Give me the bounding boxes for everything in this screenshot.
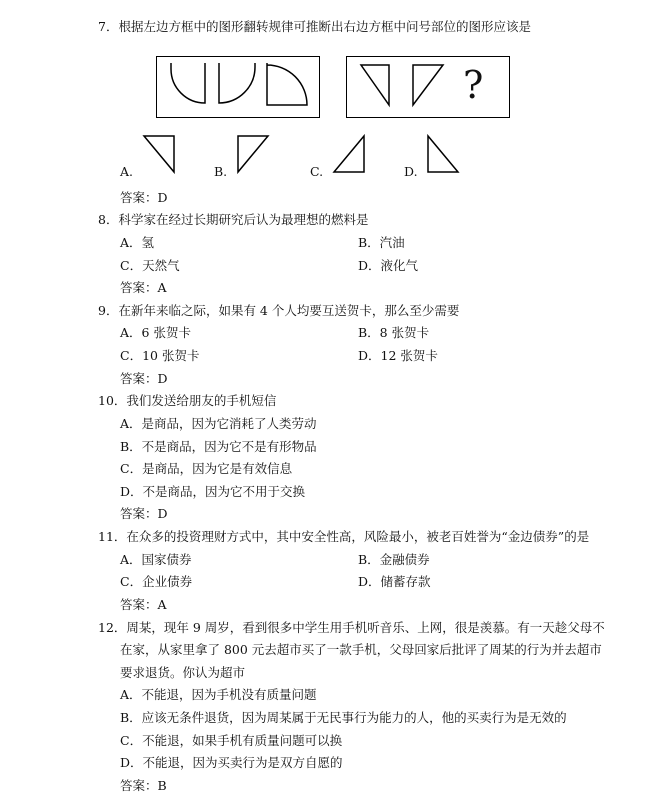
q10-option-d: D．不是商品，因为它不用于交换 bbox=[120, 484, 306, 499]
triangle-figure-2 bbox=[413, 65, 443, 105]
q7-option-a-figure bbox=[140, 132, 180, 176]
q11-option-d: D．储蓄存款 bbox=[358, 574, 431, 589]
q12-answer: 答案：B bbox=[120, 778, 167, 793]
q8-stem: 8．科学家在经过长期研究后认为最理想的燃料是 bbox=[98, 212, 369, 227]
q8-option-c: C．天然气 bbox=[120, 258, 180, 273]
q9-option-b: B．8 张贺卡 bbox=[358, 325, 430, 340]
q12-stem-line-1: 12．周某，现年 9 周岁，看到很多中学生用手机听音乐、上网，很是羡慕。有一天趁父母不 bbox=[98, 620, 605, 635]
q10-answer: 答案：D bbox=[120, 506, 168, 521]
q12-option-a: A．不能退，因为手机没有质量问题 bbox=[120, 687, 317, 702]
q9-answer: 答案：D bbox=[120, 371, 168, 386]
q7-option-c-figure bbox=[330, 132, 370, 176]
q12-option-b: B．应该无条件退货，因为周某属于无民事行为能力的人，他的买卖行为是无效的 bbox=[120, 710, 567, 725]
q12-option-c: C．不能退，如果手机有质量问题可以换 bbox=[120, 733, 343, 748]
q7-option-d-label: D. bbox=[404, 164, 418, 179]
q12-stem-line-2: 在家，从家里拿了 800 元去超市买了一款手机，父母回家后批评了周某的行为并去超市 bbox=[120, 642, 602, 657]
q7-answer: 答案：D bbox=[120, 190, 168, 205]
q10-option-b: B．不是商品，因为它不是有形物品 bbox=[120, 439, 317, 454]
q7-left-figures bbox=[157, 57, 319, 117]
q9-option-a: A．6 张贺卡 bbox=[120, 325, 191, 340]
q8-option-d: D．液化气 bbox=[358, 258, 419, 273]
q7-right-sequence-box bbox=[346, 56, 510, 118]
q7-option-a-label: A. bbox=[120, 164, 134, 179]
q7-right-figures bbox=[347, 57, 457, 117]
q9-option-c: C．10 张贺卡 bbox=[120, 348, 200, 363]
q11-option-b: B．金融债券 bbox=[358, 552, 430, 567]
question-mark: ? bbox=[463, 63, 484, 107]
q9-option-d: D．12 张贺卡 bbox=[358, 348, 438, 363]
q11-stem: 11．在众多的投资理财方式中，其中安全性高，风险最小，被老百姓誉为“金边债券”的是 bbox=[98, 529, 590, 544]
q7-left-sequence-box bbox=[156, 56, 320, 118]
q9-stem: 9．在新年来临之际，如果有 4 个人均要互送贺卡，那么至少需要 bbox=[98, 303, 460, 318]
q10-stem: 10．我们发送给朋友的手机短信 bbox=[98, 393, 277, 408]
q10-option-a: A．是商品，因为它消耗了人类劳动 bbox=[120, 416, 317, 431]
q11-option-c: C．企业债券 bbox=[120, 574, 193, 589]
quarter-arc-figure-1 bbox=[171, 63, 205, 103]
triangle-figure-1 bbox=[361, 65, 389, 105]
q8-option-a: A．氢 bbox=[120, 235, 155, 250]
quarter-arc-figure-2 bbox=[219, 63, 255, 103]
q7-option-c-label: C. bbox=[310, 164, 324, 179]
q11-option-a: A．国家债券 bbox=[120, 552, 192, 567]
q12-stem-line-3: 要求退货。你认为超市 bbox=[120, 665, 246, 680]
q12-option-d: D．不能退，因为买卖行为是双方自愿的 bbox=[120, 755, 343, 770]
q7-option-b-label: B. bbox=[214, 164, 228, 179]
q7-option-b-figure bbox=[234, 132, 274, 176]
q8-option-b: B．汽油 bbox=[358, 235, 405, 250]
quarter-arc-figure-3 bbox=[267, 63, 307, 105]
q7-option-d-figure bbox=[424, 132, 464, 176]
q11-answer: 答案：A bbox=[120, 597, 167, 612]
q8-answer: 答案：A bbox=[120, 280, 167, 295]
q10-option-c: C．是商品，因为它是有效信息 bbox=[120, 461, 293, 476]
q7-stem: 7．根据左边方框中的图形翻转规律可推断出右边方框中问号部位的图形应该是 bbox=[98, 19, 531, 34]
